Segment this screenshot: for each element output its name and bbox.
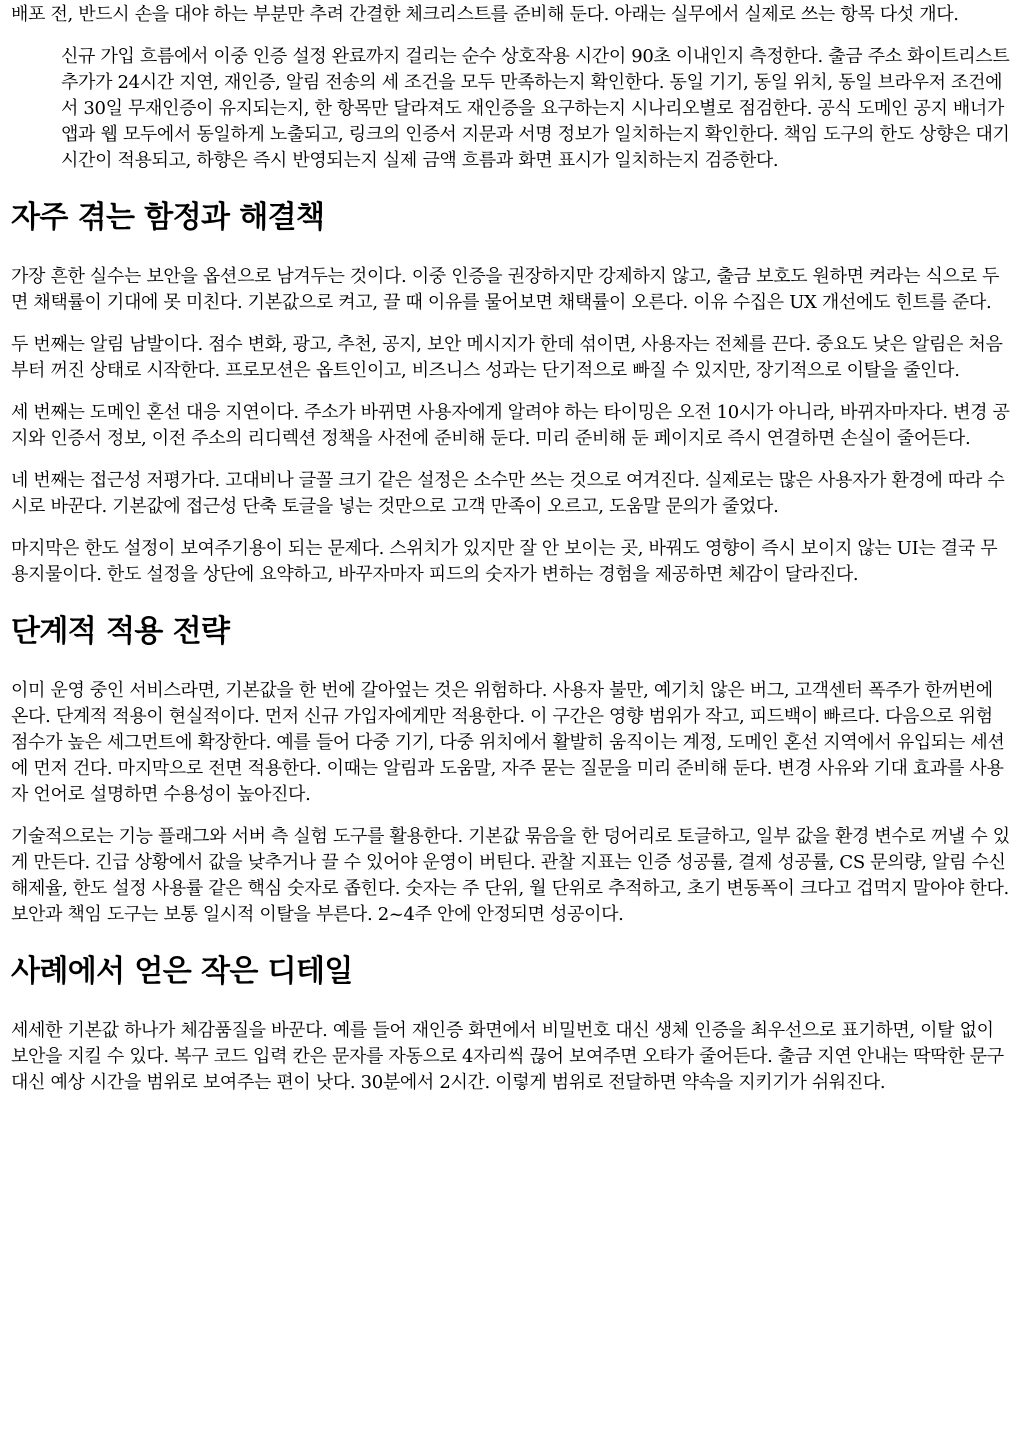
checklist-paragraph: 신규 가입 흐름에서 이중 인증 설정 완료까지 걸리는 순수 상호작용 시간이 90초 이내인지 측정한다. 출금 주소 화이트리스트 추가가 24시간 지연, 재인증, 알림 전송의 세 조건을 모두 만족하는지 확인한다. 동일 기기, 동일 위치, 동일 브라우저 조건에서 30일 무재인증이 유지되는지, 한 항목만 달라져도 재인증을 요구하는지 시나리오별로 점검한다. 공식 도메인 공지 배너가 앱과 웹 모두에서 동일하게 노출되고, 링크의 인증서 지문과 서명 정보가 일치하는지 확인한다. 책임 도구의 한도 상향은 대기 시간이 적용되고, 하향은 즉시 반영되는지 실제 금액 흐름과 화면 표시가 일치하는지 검증한다. — [61, 46, 1010, 171]
pitfalls-paragraph-4: 네 번째는 접근성 저평가다. 고대비나 글꼴 크기 같은 설정은 소수만 쓰는 것으로 여겨진다. 실제로는 많은 사용자가 환경에 따라 수시로 바꾼다. 기본값에 접근성 단축 토글을 넣는 것만으로 고객 만족이 오르고, 도움말 문의가 줄었다. — [11, 470, 1005, 517]
pitfalls-paragraph-5: 마지막은 한도 설정이 보여주기용이 되는 문제다. 스위치가 있지만 잘 안 보이는 곳, 바꿔도 영향이 즉시 보이지 않는 UI는 결국 무용지물이다. 한도 설정을 상단에 요약하고, 바꾸자마자 피드의 숫자가 변하는 경험을 제공하면 체감이 달라진다. — [11, 538, 998, 585]
checklist-blockquote — [11, 44, 1013, 174]
section-heading-details: 사례에서 얻은 작은 디테일 — [11, 954, 353, 989]
details-paragraph-1: 세세한 기본값 하나가 체감품질을 바꾼다. 예를 들어 재인증 화면에서 비밀번호 대신 생체 인증을 최우선으로 표기하면, 이탈 없이 보안을 지킬 수 있다. 복구 코드 입력 칸은 문자를 자동으로 4자리씩 끊어 보여주면 오타가 줄어든다. 출금 지연 안내는 딱딱한 문구 대신 예상 시간을 범위로 보여주는 편이 낫다. 30분에서 2시간. 이렇게 범위로 전달하면 약속을 지키기가 쉬워진다. — [11, 1020, 1004, 1093]
intro-paragraph: 배포 전, 반드시 손을 대야 하는 부분만 추려 간결한 체크리스트를 준비해 둔다. 아래는 실무에서 실제로 쓰는 항목 다섯 개다. — [11, 4, 959, 25]
pitfalls-paragraph-3: 세 번째는 도메인 혼선 대응 지연이다. 주소가 바뀌면 사용자에게 알려야 하는 타이밍은 오전 10시가 아니라, 바뀌자마자다. 변경 공지와 인증서 정보, 이전 주소의 리디렉션 정책을 사전에 준비해 둔다. 미리 준비해 둔 페이지로 즉시 연결하면 손실이 줄어든다. — [11, 402, 1010, 449]
section-heading-pitfalls: 자주 겪는 함정과 해결책 — [11, 200, 325, 235]
article-body — [0, 2, 1024, 1096]
rollout-paragraph-1: 이미 운영 중인 서비스라면, 기본값을 한 번에 갈아엎는 것은 위험하다. 사용자 불만, 예기치 않은 버그, 고객센터 폭주가 한꺼번에 온다. 단계적 적용이 현실적이다. 먼저 신규 가입자에게만 적용한다. 이 구간은 영향 범위가 작고, 피드백이 빠르다. 다음으로 위험 점수가 높은 세그먼트에 확장한다. 예를 들어 다중 기기, 다중 위치에서 활발히 움직이는 계정, 도메인 혼선 지역에서 유입되는 세션에 먼저 건다. 마지막으로 전면 적용한다. 이때는 알림과 도움말, 자주 묻는 질문을 미리 준비해 둔다. 변경 사유와 기대 효과를 사용자 언어로 설명하면 수용성이 높아진다. — [11, 680, 1005, 805]
pitfalls-paragraph-1: 가장 흔한 실수는 보안을 옵션으로 남겨두는 것이다. 이중 인증을 권장하지만 강제하지 않고, 출금 보호도 원하면 켜라는 식으로 두면 채택률이 기대에 못 미친다. 기본값으로 켜고, 끌 때 이유를 물어보면 채택률이 오른다. 이유 수집은 UX 개선에도 힌트를 준다. — [11, 266, 1000, 313]
section-heading-rollout: 단계적 적용 전략 — [11, 614, 230, 649]
rollout-paragraph-2: 기술적으로는 기능 플래그와 서버 측 실험 도구를 활용한다. 기본값 묶음을 한 덩어리로 토글하고, 일부 값을 환경 변수로 꺼낼 수 있게 만든다. 긴급 상황에서 값을 낮추거나 끌 수 있어야 운영이 버틴다. 관찰 지표는 인증 성공률, 결제 성공률, CS 문의량, 알림 수신 해제율, 한도 설정 사용률 같은 핵심 숫자로 좁힌다. 숫자는 주 단위, 월 단위로 추적하고, 초기 변동폭이 크다고 겁먹지 말아야 한다. 보안과 책임 도구는 보통 일시적 이탈을 부른다. 2~4주 안에 안정되면 성공이다. — [11, 826, 1010, 925]
pitfalls-paragraph-2: 두 번째는 알림 남발이다. 점수 변화, 광고, 추천, 공지, 보안 메시지가 한데 섞이면, 사용자는 전체를 끈다. 중요도 낮은 알림은 처음부터 꺼진 상태로 시작한다. 프로모션은 옵트인이고, 비즈니스 성과는 단기적으로 빠질 수 있지만, 장기적으로 이탈을 줄인다. — [11, 334, 1003, 381]
